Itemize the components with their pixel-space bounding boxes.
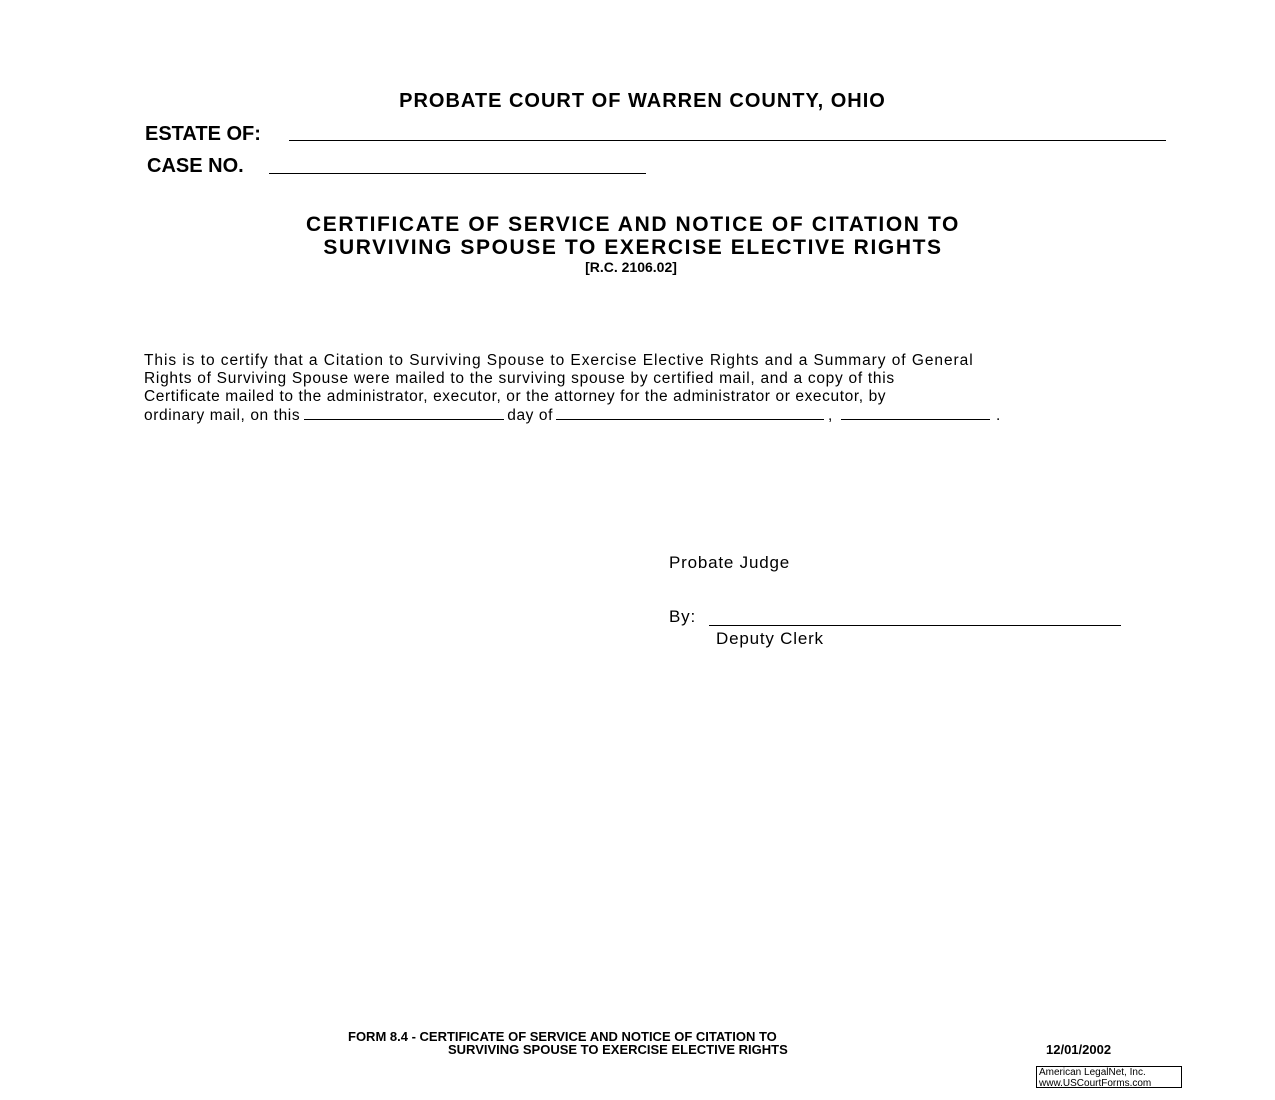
estate-of-label: ESTATE OF: — [145, 123, 261, 145]
by-label: By: — [669, 607, 696, 626]
deputy-clerk-label: Deputy Clerk — [716, 629, 824, 648]
statute-citation: [R.C. 2106.02] — [585, 259, 677, 275]
document-title-line-2: SURVIVING SPOUSE TO EXERCISE ELECTIVE RIGHTS — [323, 236, 943, 259]
certification-text-line-1: This is to certify that a Citation to Surviving Spouse to Exercise Elective Rights and a Summary of General — [144, 352, 974, 369]
certification-text-line-2: Rights of Surviving Spouse were mailed to the surviving spouse by certified mail, and a copy of this — [144, 370, 895, 387]
publisher-website: www.USCourtForms.com — [1039, 1078, 1152, 1089]
date-comma: , — [828, 407, 833, 424]
date-period: . — [995, 407, 1001, 424]
mail-date-prefix: ordinary mail, on this — [144, 407, 301, 424]
year-field[interactable] — [841, 407, 990, 420]
probate-judge-label: Probate Judge — [669, 553, 790, 572]
publisher-box — [1036, 1066, 1182, 1088]
month-field[interactable] — [556, 407, 824, 420]
publisher-name: American LegalNet, Inc. — [1039, 1067, 1146, 1078]
day-field[interactable] — [304, 407, 504, 420]
footer-form-title-line-2: SURVIVING SPOUSE TO EXERCISE ELECTIVE RIGHTS — [448, 1042, 788, 1057]
footer-form-title-line-1: FORM 8.4 - CERTIFICATE OF SERVICE AND NOTICE OF CITATION TO — [348, 1029, 777, 1044]
deputy-clerk-signature-field[interactable] — [709, 625, 1121, 626]
court-title: PROBATE COURT OF WARREN COUNTY, OHIO — [399, 90, 886, 112]
certification-text-line-4 — [144, 407, 1001, 425]
case-number-label: CASE NO. — [147, 155, 244, 177]
footer-form-date: 12/01/2002 — [1046, 1042, 1112, 1057]
certification-text-line-3: Certificate mailed to the administrator, executor, or the attorney for the administrator or executor, by — [144, 388, 887, 405]
case-number-field[interactable] — [269, 173, 646, 174]
estate-of-field[interactable] — [289, 140, 1166, 141]
document-title-line-1: CERTIFICATE OF SERVICE AND NOTICE OF CITATION TO — [306, 213, 960, 236]
day-of-label: day of — [507, 407, 554, 424]
